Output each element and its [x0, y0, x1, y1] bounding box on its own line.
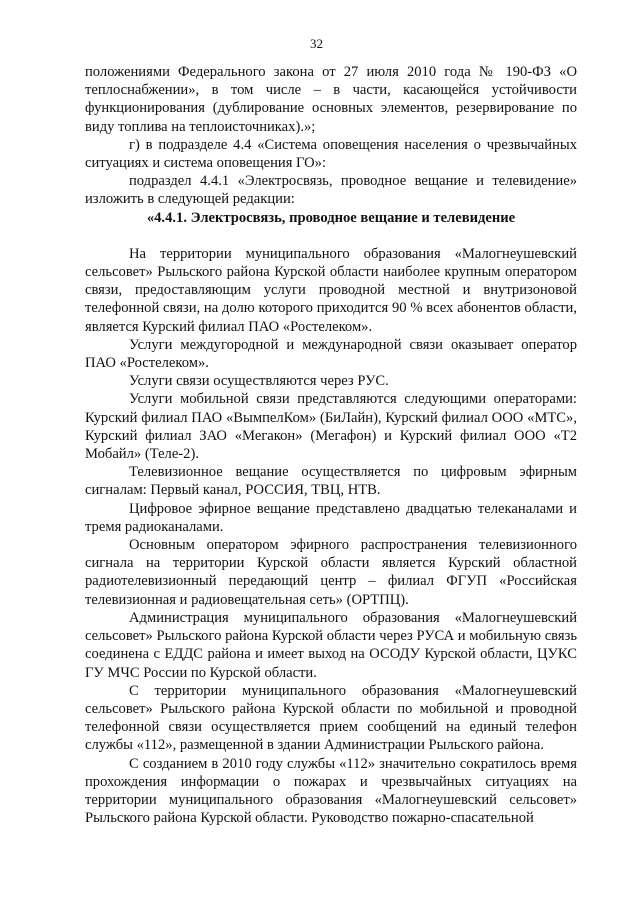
paragraph-operators-overview: На территории муниципального образования «Малогнеушевский сельсовет» Рыльского района Курской области наиболее крупным оператором связи, предоставляющим услуги проводной местной и внутризоновой телефонной связи, на долю которого приходится 90 % всех абонентов области, является Курский филиал ПАО «Ростелеком».: [85, 245, 577, 335]
paragraph-subsection-g: г) в подразделе 4.4 «Система оповещения населения о чрезвычайных ситуациях и система оповещения ГО»:: [85, 136, 577, 172]
paragraph-administration-link: Администрация муниципального образования «Малогнеушевский сельсовет» Рыльского района Курской области через РУСА и мобильную связь соединена с ЕДДС района и имеет выход на ОСОДУ Курской области, ЦУКС ГУ МЧС России по Курской области.: [85, 609, 577, 681]
paragraph-law-reference: положениями Федерального закона от 27 июля 2010 года № 190-ФЗ «О теплоснабжении», в том числе – в части, касающейся устойчивости функционирования (дублирование основных элементов, резервирование по виду топлива на теплоисточниках).»;: [85, 64, 577, 135]
paragraph-long-distance: Услуги междугородной и международной связи оказывает оператор ПАО «Ростелеком».: [85, 336, 577, 372]
paragraph-subsection-4-4-1: подраздел 4.4.1 «Электросвязь, проводное вещание и телевидение» изложить в следующей редакции:: [85, 173, 577, 208]
paragraph-digital-broadcast: Цифровое эфирное вещание представлено двадцатью телеканалами и тремя радиоканалами.: [85, 500, 577, 535]
paragraph-112-creation: С созданием в 2010 году службы «112» значительно сократилось время прохождения информации о пожарах и чрезвычайных ситуациях на территории муниципального образования «Малогнеушевский сельсовет» Рыльского района Курской области. Руководство пожарно-спасательной: [85, 755, 577, 827]
paragraph-broadcast-operator: Основным оператором эфирного распространения телевизионного сигнала на территории Курской области является Курский областной радиотелевизионный передающий центр – филиал ФГУП «Российская телевизионная и радиовещательная сеть» (ОРТПЦ).: [85, 537, 577, 608]
page-number: 32: [310, 36, 323, 51]
paragraph-112-service: С территории муниципального образования «Малогнеушевский сельсовет» Рыльского района Курской области по мобильной и проводной телефонной связи осуществляется прием сообщений на единый телефон службы «112», размещенной в здании Администрации Рыльского района.: [85, 682, 577, 754]
section-heading: «4.4.1. Электросвязь, проводное вещание и телевидение: [146, 209, 516, 226]
paragraph-mobile-operators: Услуги мобильной связи представляются следующими операторами: Курский филиал ПАО «ВымпелКом» (БиЛайн), Курский филиал ООО «МТС», Курский филиал ЗАО «Мегакон» (Мегафон) и Курский филиал ООО «Т2 Мобайл» (Теле-2).: [85, 391, 577, 463]
document-body: [85, 63, 577, 827]
paragraph-tv-broadcast: Телевизионное вещание осуществляется по цифровым эфирным сигналам: Первый канал, РОССИЯ, ТВЦ, НТВ.: [85, 464, 577, 499]
paragraph-rus: Услуги связи осуществляются через РУС.: [129, 373, 389, 390]
